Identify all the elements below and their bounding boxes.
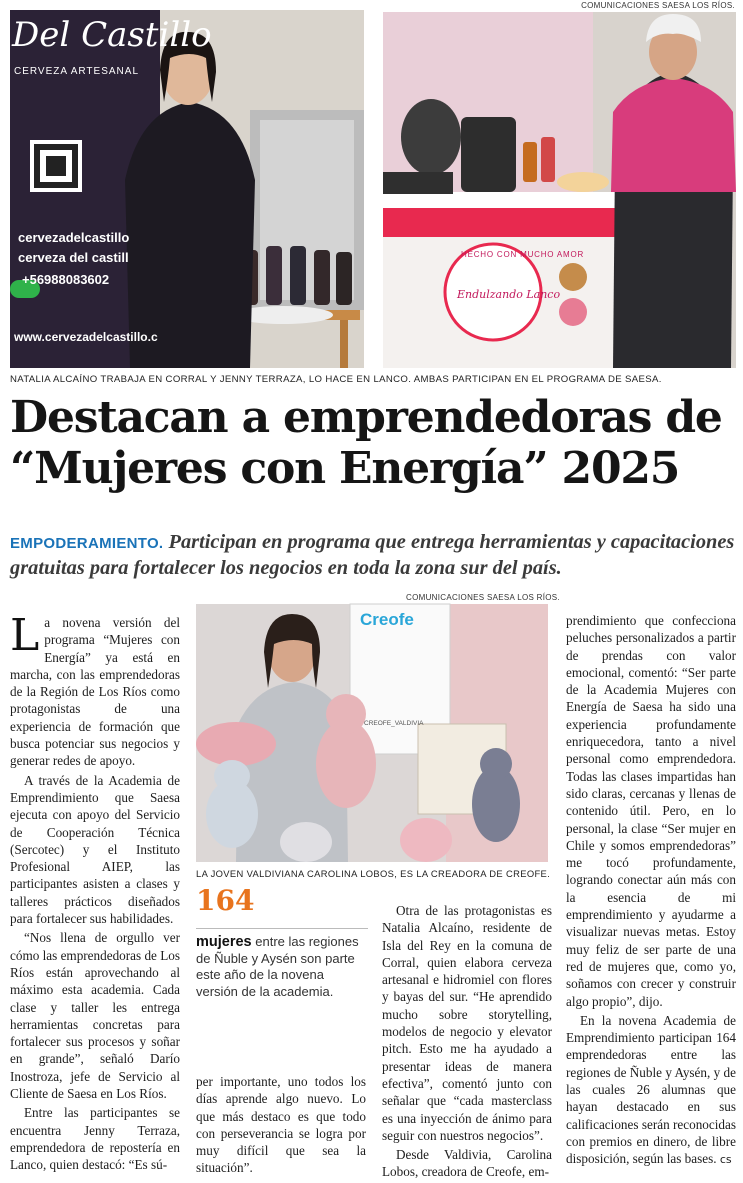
column3-paragraph-1: Otra de las protagonistas es Natalia Alcaíno, residente de Isla del Rey en la comuna de Corral, quien elabora cerveza artesanal e hidromiel con flores y bayas del sur. “He aprendido mucho sobre storytelling, modelos de negocio y elevator pitch. Esto me ha ayudado a presentar ideas de manera efectiva”, comentó junto con señalar que “cada masterclass es una inyección de ánimo para seguir con nuestros negocios”. bbox=[382, 903, 552, 1143]
banner-text: HECHO CON MUCHO AMOR bbox=[461, 250, 585, 259]
column1-paragraph-1: a novena versión del programa “Mujeres con Energía” ya está en marcha, con las emprendedoras de la Región de Los Ríos como protagonistas de una experiencia de formación que busca potenciar sus negocios y generar redes de apoyo. bbox=[10, 615, 180, 769]
end-mark: cs bbox=[719, 1153, 732, 1167]
article-column-1 bbox=[10, 610, 180, 1176]
article-headline bbox=[10, 392, 735, 495]
sign-handle-1: cervezadelcastillo bbox=[18, 230, 130, 245]
column1-paragraph-3: “Nos llena de orgullo ver cómo las emprendedoras de Los Ríos están aprovechando al máximo esta academia. Cada clase y taller les entrega herramientas concretas para fortalecer sus procesos y soñar en grande”, señaló Darío Inostroza, jefe de Servicio al Cliente de Saesa en Los Ríos. bbox=[10, 930, 180, 1102]
banner-brand: Endulzando Lanco bbox=[457, 288, 561, 301]
sign-web: www.cervezadelcastillo.c bbox=[14, 330, 158, 344]
subheadline-text: Participan en programa que entrega herramientas y capacitaciones gratuitas para fortalecer los negocios en toda la zona sur del país. bbox=[10, 531, 735, 579]
dropcap: L bbox=[10, 610, 40, 661]
article-column-4 bbox=[566, 612, 736, 1171]
column2-paragraph-1: per importante, uno todos los días aprende algo nuevo. Lo que más destaco es que todo con perseverancia se logra por muy difícil que sea la situación”. bbox=[196, 1074, 366, 1176]
creofe-sign-brand: Creofe bbox=[360, 610, 414, 629]
photo-credit-middle: COMUNICACIONES SAESA LOS RÍOS. bbox=[406, 593, 560, 602]
stat-number: 164 bbox=[196, 884, 255, 917]
creofe-sign-handle: CREOFE_VALDIVIA bbox=[364, 720, 424, 727]
subheadline-kicker: EMPODERAMIENTO. bbox=[10, 535, 164, 552]
article-subheadline bbox=[10, 530, 735, 581]
sign-phone: +56988083602 bbox=[22, 272, 110, 287]
photo-credit-top: COMUNICACIONES SAESA LOS RÍOS. bbox=[581, 1, 735, 10]
stat-divider bbox=[196, 928, 368, 929]
sign-subtitle: CERVEZA ARTESANAL bbox=[14, 66, 140, 77]
column4-paragraph-1: prendimiento que confecciona peluches personalizados a partir de prendas con valor emocional, comentó: “Ser parte de la Academia Mujeres con Energía de Saesa ha sido una experiencia profundamente enriquecedora, tanto a nivel personal como emprendedora. Todas las clases impartidas han sido claras, cercanas y llenas de contenido útil. Pero, en lo personal, la clase “Ser mujer en Chile y somos emprendedoras” me tocó profundamente, logrando conectar aún más con la esencia de mi emprendimiento y ayudarme a visualizar nuevas metas. Estoy muy feliz de ser parte de una red de mujeres que, como yo, soñamos con crecer y construir algo propio”, dijo. bbox=[566, 613, 736, 1009]
stat-description: entre las regiones de Ñuble y Aysén son parte este año de la novena versión de la academia. bbox=[196, 934, 359, 999]
sign-brand: Del Castillo bbox=[12, 15, 212, 55]
stat-text bbox=[196, 934, 368, 1000]
column1-paragraph-2: A través de la Academia de Emprendimiento que Saesa ejecuta con apoyo del Servicio de Cooperación Técnica (Sercotec) y el Instituto Profesional AIEP, las participantes asisten a clases y talleres prácticos diseñados para fortalecer sus habilidades. bbox=[10, 772, 180, 927]
photo-jenny-terraza bbox=[383, 12, 736, 368]
column4-paragraph-2: En la novena Academia de Emprendimiento participan 164 emprendedoras entre las regiones de Ñuble y Aysén, y de las cuales 26 alumnas que hayan destacado en sus calificaciones serán reconocidas con premios en dinero, de libre disposición, según las bases. bbox=[566, 1012, 736, 1167]
middle-photo-caption: LA JOVEN VALDIVIANA CAROLINA LOBOS, ES LA CREADORA DE CREOFE. bbox=[196, 868, 551, 879]
column1-paragraph-4: Entre las participantes se encuentra Jenny Terraza, emprendedora de repostería en Lanco, quien destacó: “Es sú- bbox=[10, 1105, 180, 1173]
article-column-3 bbox=[382, 902, 552, 1183]
top-photo-caption: NATALIA ALCAÍNO TRABAJA EN CORRAL Y JENNY TERRAZA, LO HACE EN LANCO. AMBAS PARTICIPAN EN EL PROGRAMA DE SAESA. bbox=[10, 374, 662, 385]
column3-paragraph-2: Desde Valdivia, Carolina Lobos, creadora de Creofe, em- bbox=[382, 1147, 552, 1180]
headline-line-1: Destacan a emprendedoras de bbox=[10, 392, 722, 443]
headline-line-2: “Mujeres con Energía” 2025 bbox=[10, 443, 680, 495]
article-column-2 bbox=[196, 1073, 366, 1179]
photo-natalia-alcaino bbox=[10, 10, 364, 368]
sign-handle-2: cerveza del castill bbox=[18, 250, 129, 265]
photo-carolina-lobos bbox=[196, 604, 548, 862]
stat-bold: mujeres bbox=[196, 934, 252, 950]
